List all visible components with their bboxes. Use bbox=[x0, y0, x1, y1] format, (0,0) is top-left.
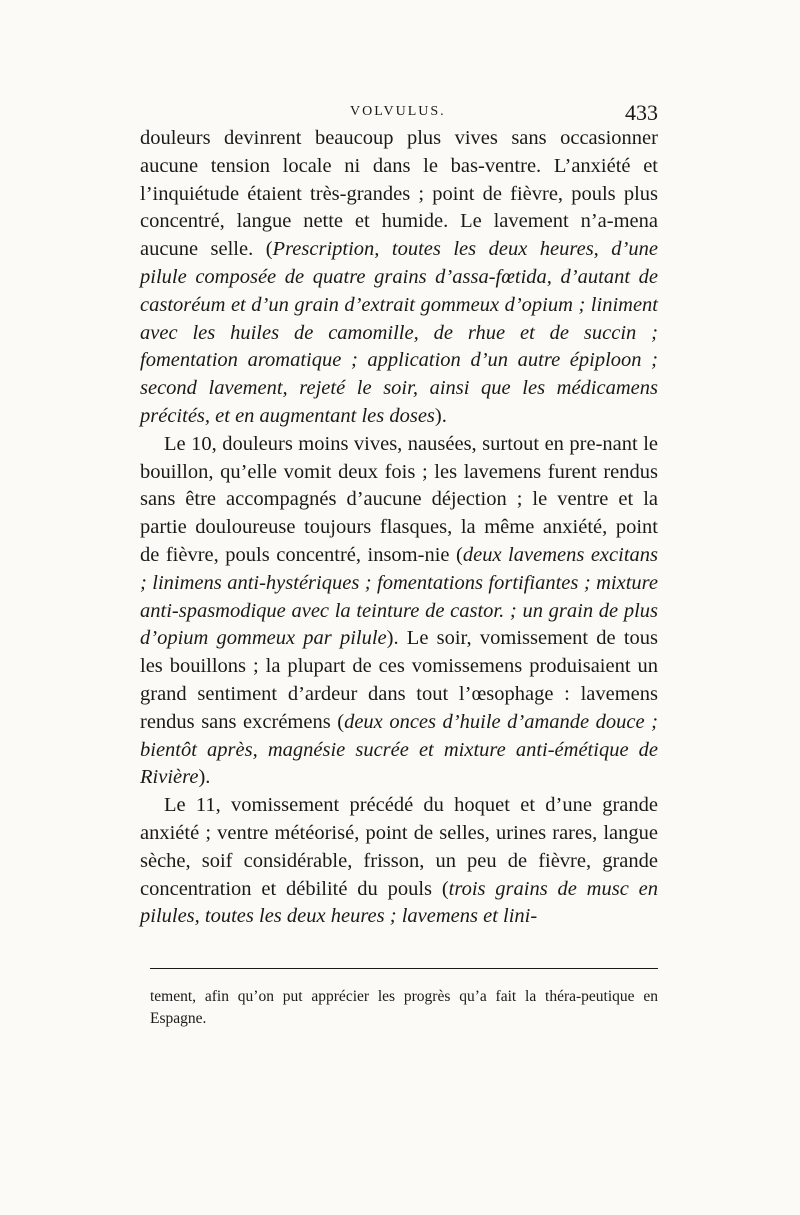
footnote: tement, afin qu’on put apprécier les progrès qu’a fait la théra-peutique en Espagne. bbox=[150, 988, 658, 1027]
paragraph-day-11 bbox=[140, 792, 658, 931]
paragraph-text: Le 11, vomissement précédé du hoquet et d’une grande anxiété ; ventre météorisé, point de selles, urines rares, langue sèche, soif considérable, frisson, un peu de fièvre, grande concentration et débilité du pouls ( bbox=[140, 794, 658, 900]
paragraph-text: Le 10, douleurs moins vives, nausées, surtout en pre-nant le bouillon, qu’elle vomit deux fois ; les lavemens furent rendus sans être accompagnés d’aucune déjection ; le ventre et la partie douloureuse toujours flasques, la même anxiété, point de fièvre, pouls concentré, insom-nie ( bbox=[140, 432, 658, 566]
page-number: 433 bbox=[625, 100, 658, 125]
paragraph-text: ). bbox=[198, 766, 211, 789]
paragraph-text: ). Le soir, vomissement de tous les bouillons ; la plupart de ces vomissemens produisaient un grand sentiment d’ardeur dans tout l’œsophage : lavemens rendus sans excrémens ( bbox=[140, 627, 658, 733]
prescription-italic: Prescription, toutes les deux heures, d’une pilule composée de quatre grains d’assa-fœtida, d’autant de castoréum et d’un grain d’extrait gommeux d’opium ; liniment avec les huiles de camomille, de rhue et de succin ; fomentation aromatique ; application d’un autre épiploon ; second lavement, rejeté le soir, ainsi que les médicamens précités, et en augmentant les doses bbox=[140, 238, 658, 427]
paragraph-continuation bbox=[140, 125, 658, 431]
footnote-divider bbox=[150, 968, 658, 969]
prescription-italic: trois grains de musc en pilules, toutes les deux heures ; lavemens et lini- bbox=[140, 877, 658, 928]
paragraph-text: ). bbox=[434, 404, 447, 427]
paragraph-day-10 bbox=[140, 431, 658, 792]
prescription-italic: deux onces d’huile d’amande douce ; bientôt après, magnésie sucrée et mixture anti-émétique de Rivière bbox=[140, 710, 658, 789]
paragraph-text: douleurs devinrent beaucoup plus vives sans occasionner aucune tension locale ni dans le bas-ventre. L’anxiété et l’inquiétude étaient très-grandes ; point de fièvre, pouls plus concentré, langue nette et humide. Le lavement n’a-mena aucune selle. ( bbox=[140, 127, 658, 261]
prescription-italic: deux lavemens excitans ; linimens anti-hystériques ; fomentations fortifiantes ; mixture anti-spasmodique avec la teinture de castor. ; un grain de plus d’opium gommeux par pilule bbox=[140, 543, 658, 650]
body-text bbox=[140, 125, 658, 931]
running-title: VOLVULUS. bbox=[350, 104, 446, 119]
